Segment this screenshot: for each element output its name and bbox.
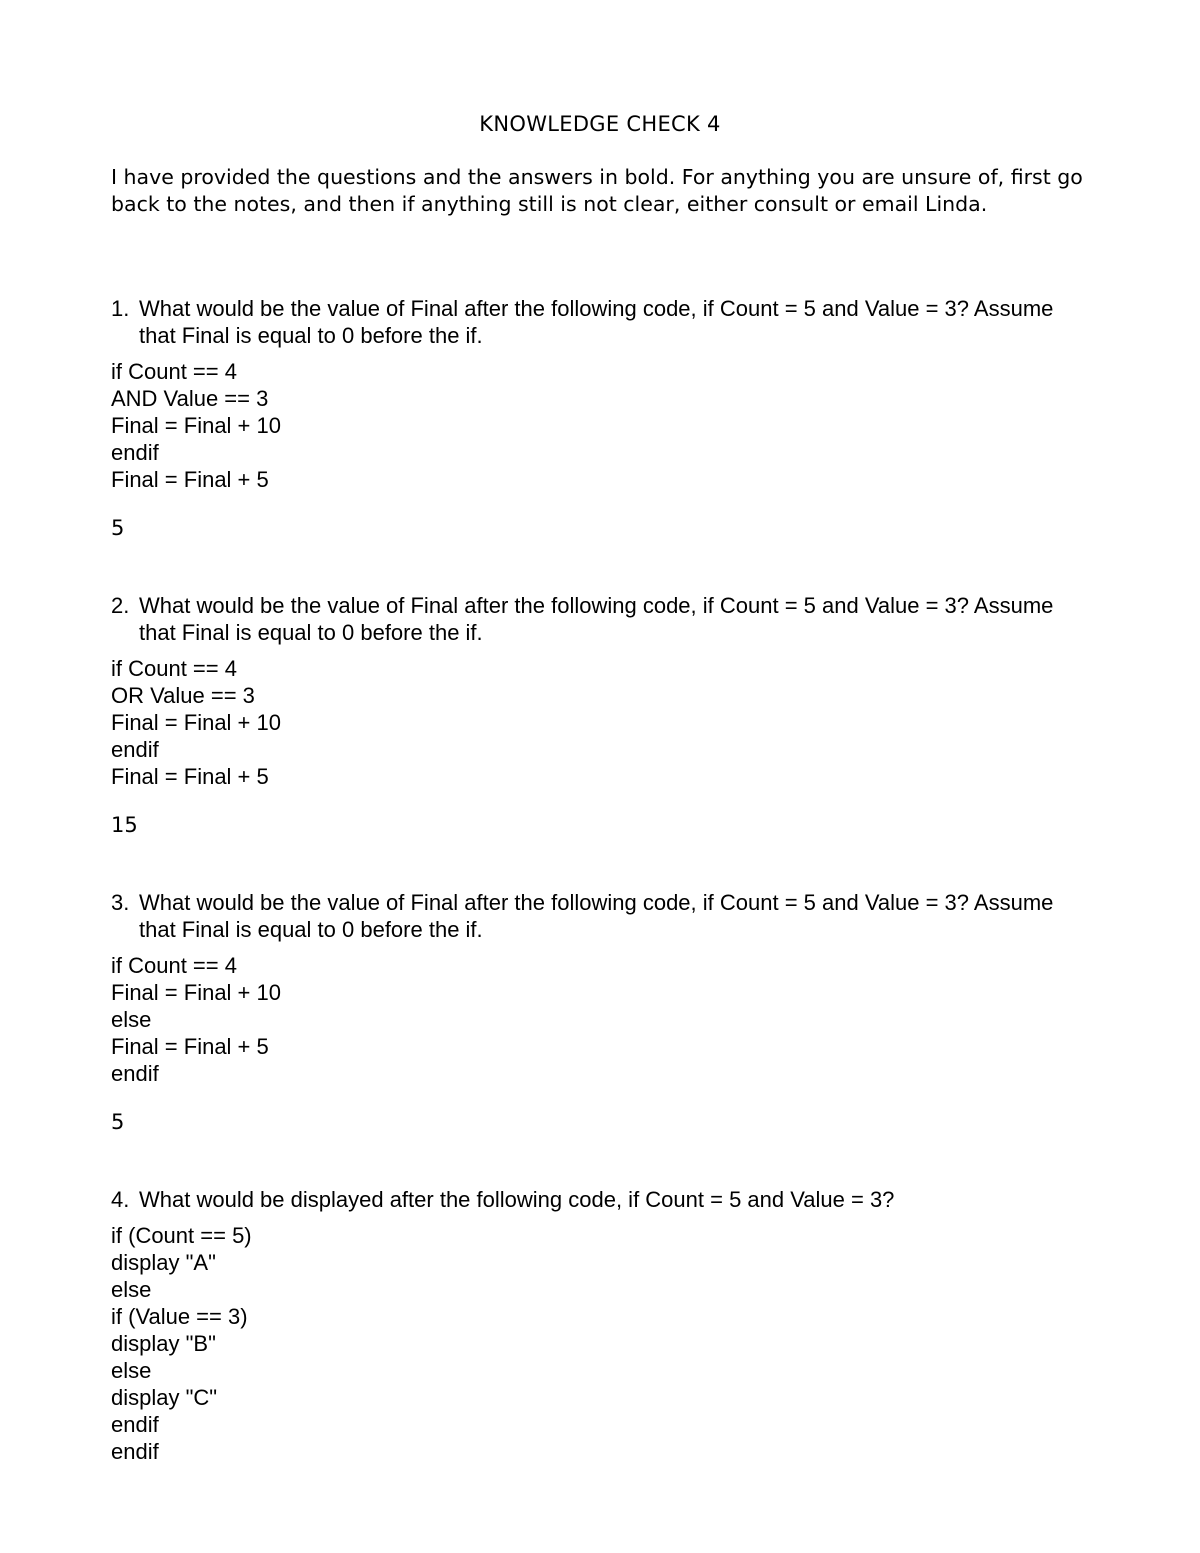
question-prompt: What would be the value of Final after the following code, if Count = 5 and Value = 3? Assume that Final is equal to 0 before the if. <box>139 890 1054 942</box>
code-line: display "B" <box>111 1331 216 1356</box>
code-line: endif <box>111 1061 159 1086</box>
code-block <box>111 655 1091 790</box>
question-prompt: What would be the value of Final after the following code, if Count = 5 and Value = 3? Assume that Final is equal to 0 before the if. <box>139 593 1054 645</box>
question-4 <box>111 1186 1091 1465</box>
question-2 <box>111 592 1091 838</box>
question-number: 2. <box>111 593 130 618</box>
code-block <box>111 952 1091 1087</box>
answer: 15 <box>111 813 138 837</box>
answer: 5 <box>111 1110 125 1134</box>
code-line: Final = Final + 10 <box>111 980 281 1005</box>
question-1 <box>111 295 1091 541</box>
code-line: if Count == 4 <box>111 359 237 384</box>
code-line: Final = Final + 10 <box>111 710 281 735</box>
question-text <box>111 1186 1091 1213</box>
code-block <box>111 1222 1091 1465</box>
code-line: Final = Final + 5 <box>111 467 269 492</box>
code-line: endif <box>111 1412 159 1437</box>
code-line: if Count == 4 <box>111 953 237 978</box>
code-line: if (Value == 3) <box>111 1304 248 1329</box>
code-line: if (Count == 5) <box>111 1223 252 1248</box>
question-3 <box>111 889 1091 1135</box>
code-line: else <box>111 1277 152 1302</box>
intro-paragraph: I have provided the questions and the answers in bold. For anything you are unsure of, first go back to the notes, and then if anything still is not clear, either consult or email Linda. <box>111 165 1083 216</box>
question-number: 4. <box>111 1187 130 1212</box>
code-line: else <box>111 1358 152 1383</box>
code-line: AND Value == 3 <box>111 386 269 411</box>
page-title: KNOWLEDGE CHECK 4 <box>479 112 721 136</box>
question-number: 3. <box>111 890 130 915</box>
question-text <box>111 889 1091 943</box>
code-block <box>111 358 1091 493</box>
code-line: display "A" <box>111 1250 216 1275</box>
question-prompt: What would be the value of Final after the following code, if Count = 5 and Value = 3? Assume that Final is equal to 0 before the if. <box>139 296 1054 348</box>
question-prompt: What would be displayed after the following code, if Count = 5 and Value = 3? <box>139 1187 895 1212</box>
code-line: OR Value == 3 <box>111 683 255 708</box>
code-line: Final = Final + 5 <box>111 764 269 789</box>
question-text <box>111 295 1091 349</box>
code-line: if Count == 4 <box>111 656 237 681</box>
code-line: endif <box>111 440 159 465</box>
code-line: Final = Final + 5 <box>111 1034 269 1059</box>
question-number: 1. <box>111 296 130 321</box>
code-line: endif <box>111 1439 159 1464</box>
code-line: else <box>111 1007 152 1032</box>
question-text <box>111 592 1091 646</box>
code-line: display "C" <box>111 1385 218 1410</box>
code-line: Final = Final + 10 <box>111 413 281 438</box>
answer: 5 <box>111 516 125 540</box>
code-line: endif <box>111 737 159 762</box>
